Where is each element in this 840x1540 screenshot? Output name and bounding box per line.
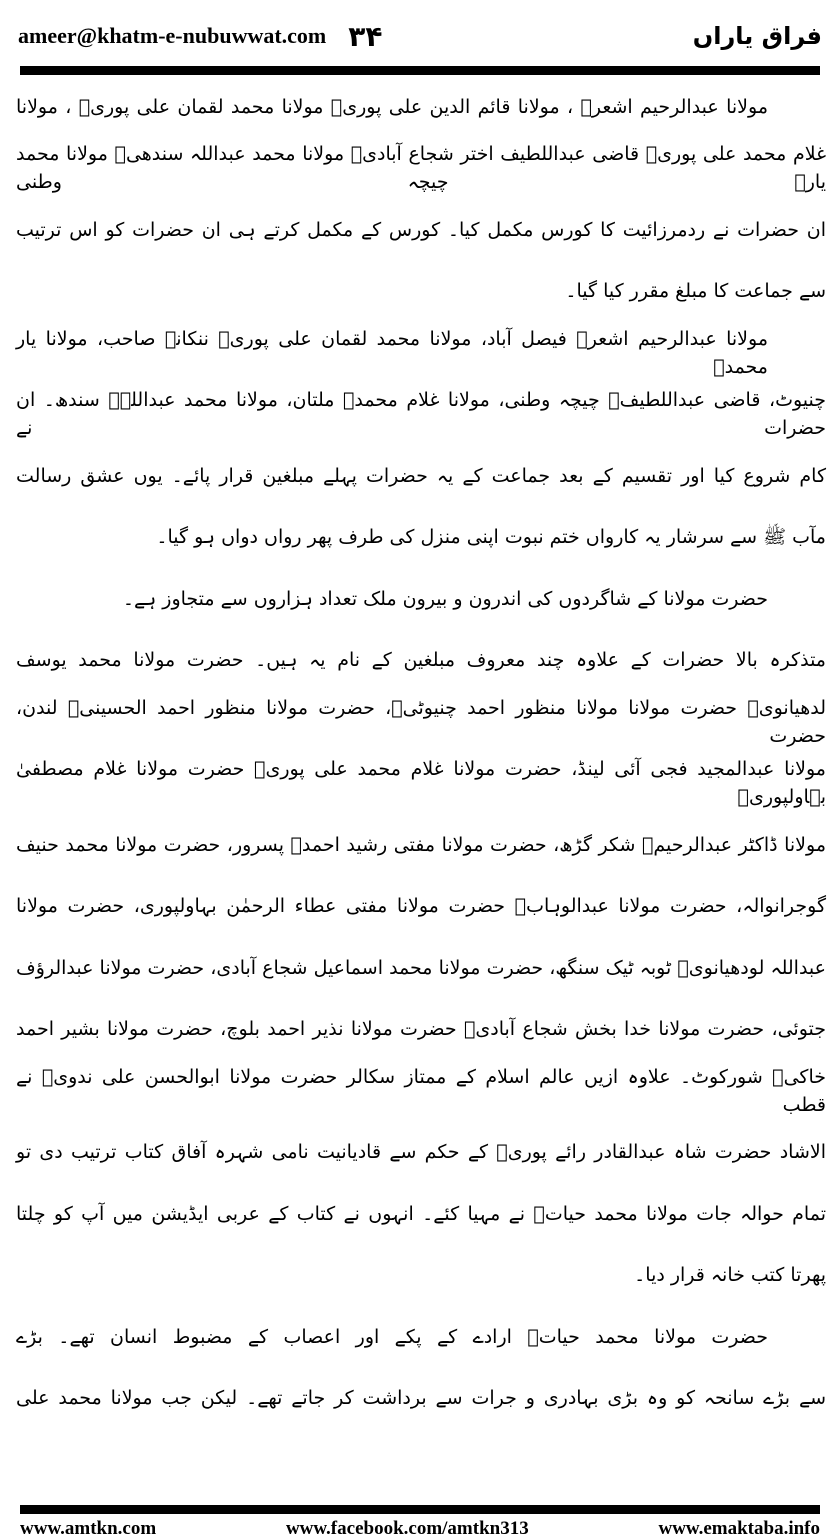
header-divider [20, 66, 820, 75]
text-line: گوجرانوالہ، حضرت مولانا عبدالوہابؒ حضرت مولانا مفتی عطاء الرحمٰن بہاولپوری، حضرت مولانا [16, 895, 826, 918]
footer-divider [20, 1505, 820, 1514]
text-line: مولانا عبدالرحیم اشعرؒ فیصل آباد، مولانا محمد لقمان علی پوریؒ ننکانہ صاحب، مولانا یار محمدؒ [16, 327, 768, 378]
header-email: ameer@khatm-e-nubuwwat.com [18, 23, 327, 48]
text-line: تمام حوالہ جات مولانا محمد حیاتؒ نے مہیا کئے۔ انہوں نے کتاب کے عربی ایڈیشن میں آپ کو چلتا [16, 1202, 826, 1225]
footer-link-amtkn[interactable]: www.amtkn.com [20, 1518, 157, 1539]
text-line: مآب ﷺ سے سرشار یہ کارواں ختم نبوت اپنی منزل کی طرف پھر رواں دواں ہو گیا۔ [156, 526, 826, 549]
book-title: فراق یاراں [692, 22, 822, 50]
text-line: سے جماعت کا مبلغ مقرر کیا گیا۔ [565, 280, 826, 303]
text-line: غلام محمد علی پوریؒ قاضی عبداللطیف اختر شجاع آبادیؒ مولانا محمد عبداللہ سندھیؒ مولانا محمد یارؒ چیچہ وطنی [16, 143, 826, 194]
text-line: متذکرہ بالا حضرات کے علاوہ چند معروف مبلغین کے نام یہ ہیں۔ حضرت مولانا محمد یوسف [16, 649, 826, 672]
text-line: مولانا ڈاکٹر عبدالرحیمؒ شکر گڑھ، حضرت مولانا مفتی رشید احمدؒ پسرور، حضرت مولانا محمد حنیف [16, 833, 826, 856]
footer-link-emaktaba[interactable]: www.emaktaba.info [658, 1518, 820, 1539]
footer-link-facebook[interactable]: www.facebook.com/amtkn313 [285, 1518, 529, 1539]
text-line: مولانا عبدالمجید فجی آئی لینڈ، حضرت مولانا غلام محمد علی پوریؒ حضرت مولانا غلام مصطفیٰ بہاولپوریؒ [16, 758, 826, 809]
text-line: حضرت مولانا کے شاگردوں کی اندرون و بیرون ملک تعداد ہزاروں سے متجاوز ہے۔ [122, 587, 768, 610]
text-line: حضرت مولانا محمد حیاتؒ ارادے کے پکے اور اعصاب کے مضبوط انسان تھے۔ بڑے [16, 1325, 768, 1348]
text-line: عبداللہ لودھیانویؒ ٹوبہ ٹیک سنگھ، حضرت مولانا محمد اسماعیل شجاع آبادی، حضرت مولانا عبدالرؤف [16, 956, 826, 979]
text-line: خاکیؒ شورکوٹ۔ علاوہ ازیں عالم اسلام کے ممتاز سکالر حضرت مولانا ابوالحسن علی ندویؒ نے قطب [16, 1065, 826, 1116]
text-line: الاشاد حضرت شاہ عبدالقادر رائے پوریؒ کے حکم سے قادیانیت نامی شہرہ آفاق کتاب ترتیب دی تو [16, 1141, 826, 1164]
page-footer [20, 1518, 820, 1540]
text-line: ان حضرات نے ردمرزائیت کا کورس مکمل کیا۔ کورس کے مکمل کرتے ہی ان حضرات کو اس ترتیب [16, 218, 826, 241]
text-line: جتوئی، حضرت مولانا خدا بخش شجاع آبادیؒ حضرت مولانا نذیر احمد بلوچ، حضرت مولانا بشیر احمد [16, 1018, 826, 1041]
page-body-text [16, 76, 826, 1429]
page-number: ۳۴ [348, 19, 383, 53]
text-line: کام شروع کیا اور تقسیم کے بعد جماعت کے یہ حضرات پہلے مبلغین قرار پائے۔ یوں عشق رسالت [16, 464, 826, 487]
text-line: چنیوٹ، قاضی عبداللطیفؒ چیچہ وطنی، مولانا غلام محمدؒ ملتان، مولانا محمد عبداللہؒ سندھ۔ ان حضرات نے [16, 389, 826, 440]
text-line: پھرتا کتب خانہ قرار دیا۔ [634, 1264, 826, 1287]
text-line: سے بڑے سانحہ کو وہ بڑی بہادری و جرات سے برداشت کر جاتے تھے۔ لیکن جب مولانا محمد علی [16, 1387, 826, 1410]
text-line: لدھیانویؒ حضرت مولانا مولانا منظور احمد چنیوٹیؒ، حضرت مولانا منظور احمد الحسینیؒ لندن، حضرت [16, 696, 826, 747]
page-header [18, 14, 822, 58]
text-line: مولانا عبدالرحیم اشعرؒ ، مولانا قائم الدین علی پوریؒ مولانا محمد لقمان علی پوریؒ ، مولانا [16, 95, 768, 118]
